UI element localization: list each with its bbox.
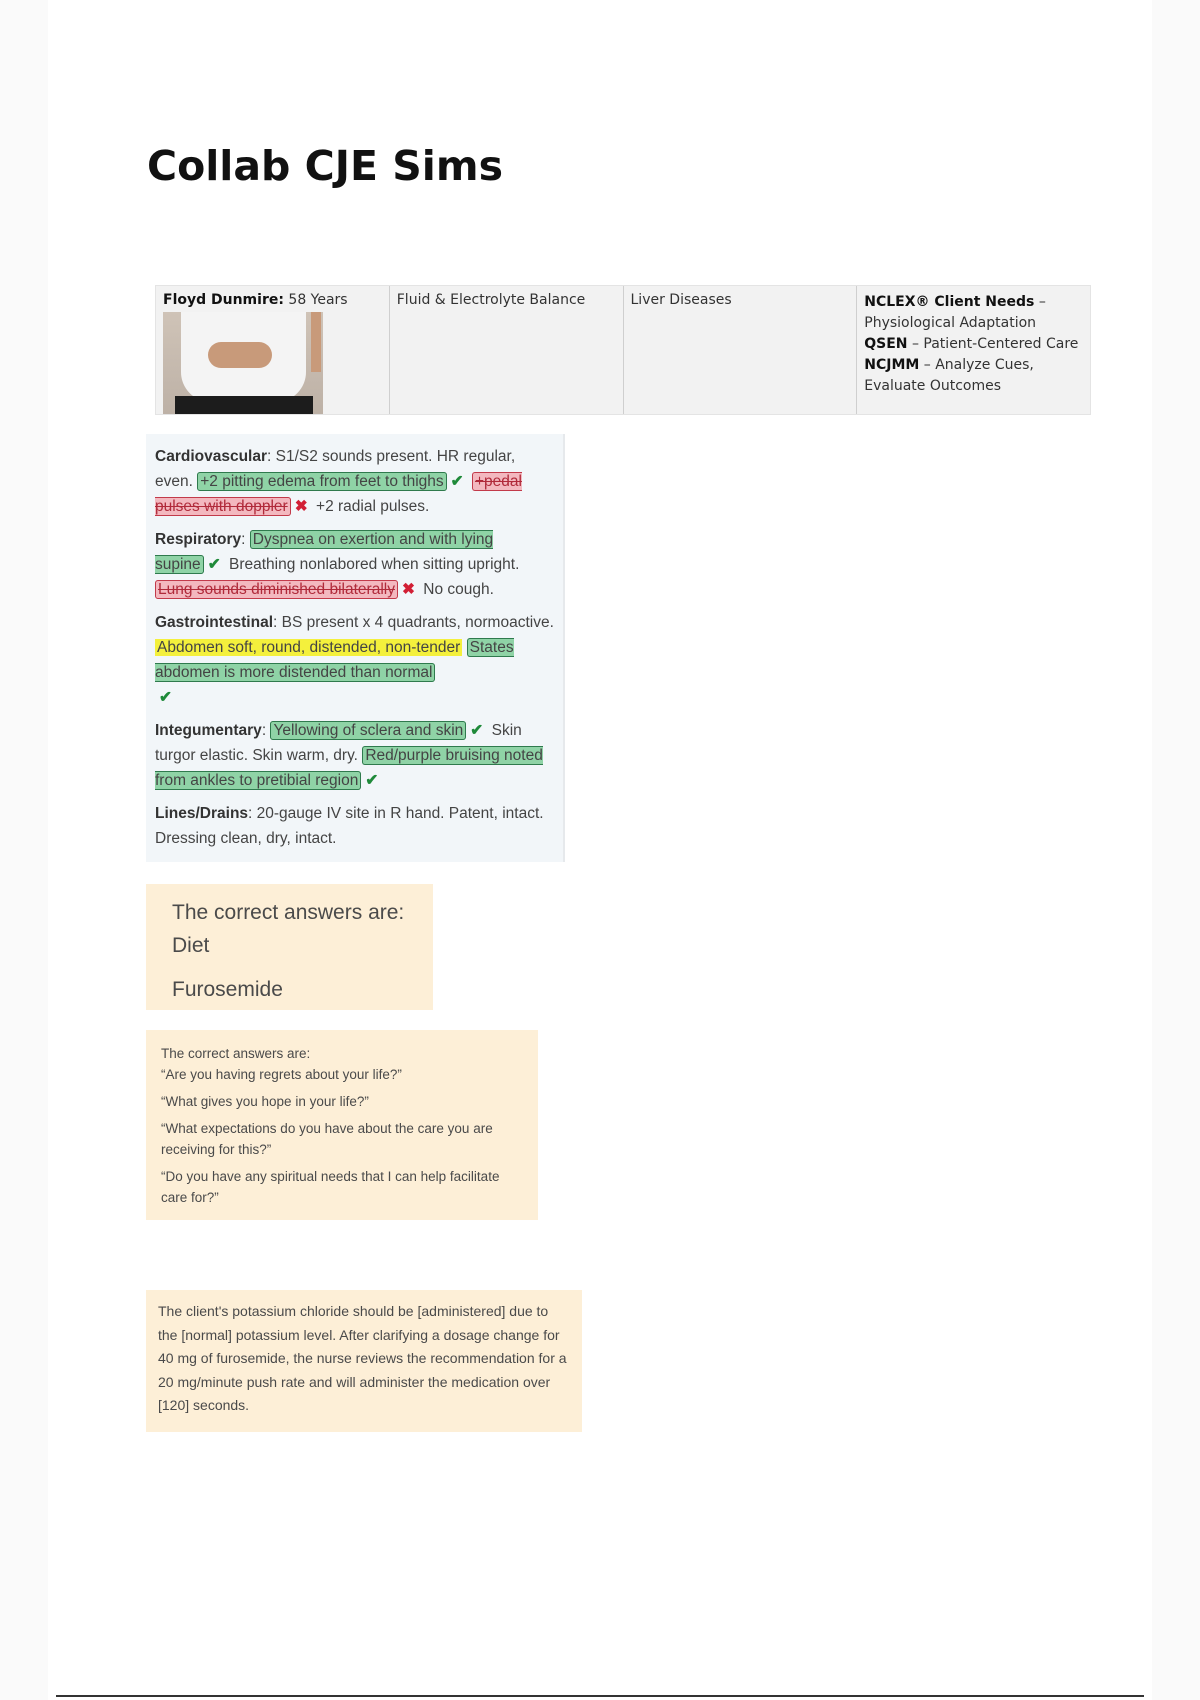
cardiovascular-text-2: +2 radial pulses. xyxy=(316,498,430,515)
topic-cell-fluid xyxy=(390,286,624,414)
page-margin-right xyxy=(1152,0,1200,1700)
x-icon: ✖ xyxy=(401,581,415,598)
needs-qsen xyxy=(864,334,1083,355)
needs-ncjmm-label: NCJMM xyxy=(864,357,920,373)
correct-choice: Dyspnea on exertion and with lying supine xyxy=(155,531,494,573)
answer-item: Furosemide xyxy=(172,978,283,1001)
correct-choice: Red/purple bruising noted from ankles to pretibial region xyxy=(155,747,543,789)
check-icon: ✔ xyxy=(365,772,379,789)
highlighted-text: Abdomen soft, round, distended, non-tender xyxy=(157,639,461,656)
photo-arm-shape xyxy=(311,312,321,372)
topic-fluid: Fluid & Electrolyte Balance xyxy=(396,292,586,308)
cardiovascular-finding xyxy=(155,444,554,519)
check-icon: ✔ xyxy=(450,473,464,490)
needs-qsen-value: – Patient-Centered Care xyxy=(911,336,1079,352)
cardiovascular-label: Cardiovascular xyxy=(155,448,267,465)
correct-answers-box-3 xyxy=(146,1290,582,1432)
patient-age: 58 Years xyxy=(288,292,348,308)
integumentary-finding: Integumentary: Yellowing of sclera and skin ✔ Skin turgor elastic. Skin warm, dry. Red/purple bruising noted from ankles to pretibial region ✔ xyxy=(155,722,543,789)
cardiovascular-text-1: : S1/S2 sounds present. HR regular, even. xyxy=(155,448,516,490)
needs-qsen-label: QSEN xyxy=(864,336,908,352)
lines-drains-finding xyxy=(155,801,554,851)
page-margin-left xyxy=(0,0,48,1700)
integumentary-label: Integumentary xyxy=(155,722,262,739)
photo-hand-shape xyxy=(208,342,272,368)
check-icon: ✔ xyxy=(207,556,221,573)
patient-cell xyxy=(156,286,390,414)
respiratory-text-1: Breathing nonlabored when sitting upright. xyxy=(229,556,520,573)
gastrointestinal-text-1: : BS present x 4 quadrants, normoactive. xyxy=(273,614,554,631)
topic-cell-liver xyxy=(624,286,858,414)
client-needs-cell xyxy=(857,286,1090,414)
answer-item: “Do you have any spiritual needs that I can help facilitate care for?” xyxy=(161,1169,500,1205)
needs-nclex-value: – Physiological Adaptation xyxy=(864,294,1046,331)
topic-liver: Liver Diseases xyxy=(630,292,732,308)
respiratory-finding: Respiratory: Dyspnea on exertion and with lying supine ✔ Breathing nonlabored when sitting upright. Lung sounds diminished bilaterally ✖ No cough. xyxy=(155,531,520,598)
document-title: Collab CJE Sims xyxy=(147,142,503,190)
answers-heading: The correct answers are: xyxy=(172,901,405,924)
correct-answers-box-2 xyxy=(146,1030,538,1220)
check-icon: ✔ xyxy=(470,722,484,739)
gastrointestinal-label: Gastrointestinal xyxy=(155,614,273,631)
answer-item: Diet xyxy=(172,934,210,957)
answer-paragraph: The client's potassium chloride should be [administered] due to the [normal] potassium level. After clarifying a dosage change for 40 mg of furosemide, the nurse reviews the recommendation for a 20 mg/minute push rate and will administer the medication over [120] seconds. xyxy=(158,1303,567,1413)
respiratory-text-2: No cough. xyxy=(423,581,494,598)
correct-choice: +2 pitting edema from feet to thighs xyxy=(197,472,446,491)
needs-nclex xyxy=(864,292,1083,334)
patient-photo xyxy=(163,312,323,414)
correct-choice: States abdomen is more distended than normal xyxy=(155,639,514,681)
answers-heading: The correct answers are: xyxy=(161,1046,311,1061)
needs-ncjmm-value: – Analyze Cues, Evaluate Outcomes xyxy=(864,357,1034,394)
assessment-findings-box xyxy=(146,434,565,862)
correct-choice: Yellowing of sclera and skin xyxy=(270,721,466,740)
answer-item: “What gives you hope in your life?” xyxy=(161,1094,369,1109)
correct-answers-box-1 xyxy=(146,884,433,1010)
page-bottom-rule xyxy=(56,1695,1144,1697)
needs-nclex-label: NCLEX® Client Needs xyxy=(864,294,1035,310)
answer-item: “What expectations do you have about the care you are receiving for this?” xyxy=(161,1121,493,1157)
gastrointestinal-finding xyxy=(155,610,554,710)
needs-ncjmm xyxy=(864,355,1083,397)
photo-pants-shape xyxy=(175,396,313,414)
lines-drains-text: : 20-gauge IV site in R hand. Patent, intact. Dressing clean, dry, intact. xyxy=(155,805,544,847)
integumentary-text-1: Skin turgor elastic. Skin warm, dry. xyxy=(155,722,522,764)
lines-drains-label: Lines/Drains xyxy=(155,805,249,822)
respiratory-label: Respiratory xyxy=(155,531,242,548)
check-icon: ✔ xyxy=(159,689,172,706)
answer-item: “Are you having regrets about your life?” xyxy=(161,1067,402,1082)
patient-name: Floyd Dunmire: xyxy=(163,292,284,308)
case-header-table xyxy=(155,285,1091,415)
x-icon: ✖ xyxy=(294,498,308,515)
incorrect-choice: +pedal pulses with doppler xyxy=(155,473,522,515)
incorrect-choice: Lung sounds diminished bilaterally xyxy=(155,580,398,599)
